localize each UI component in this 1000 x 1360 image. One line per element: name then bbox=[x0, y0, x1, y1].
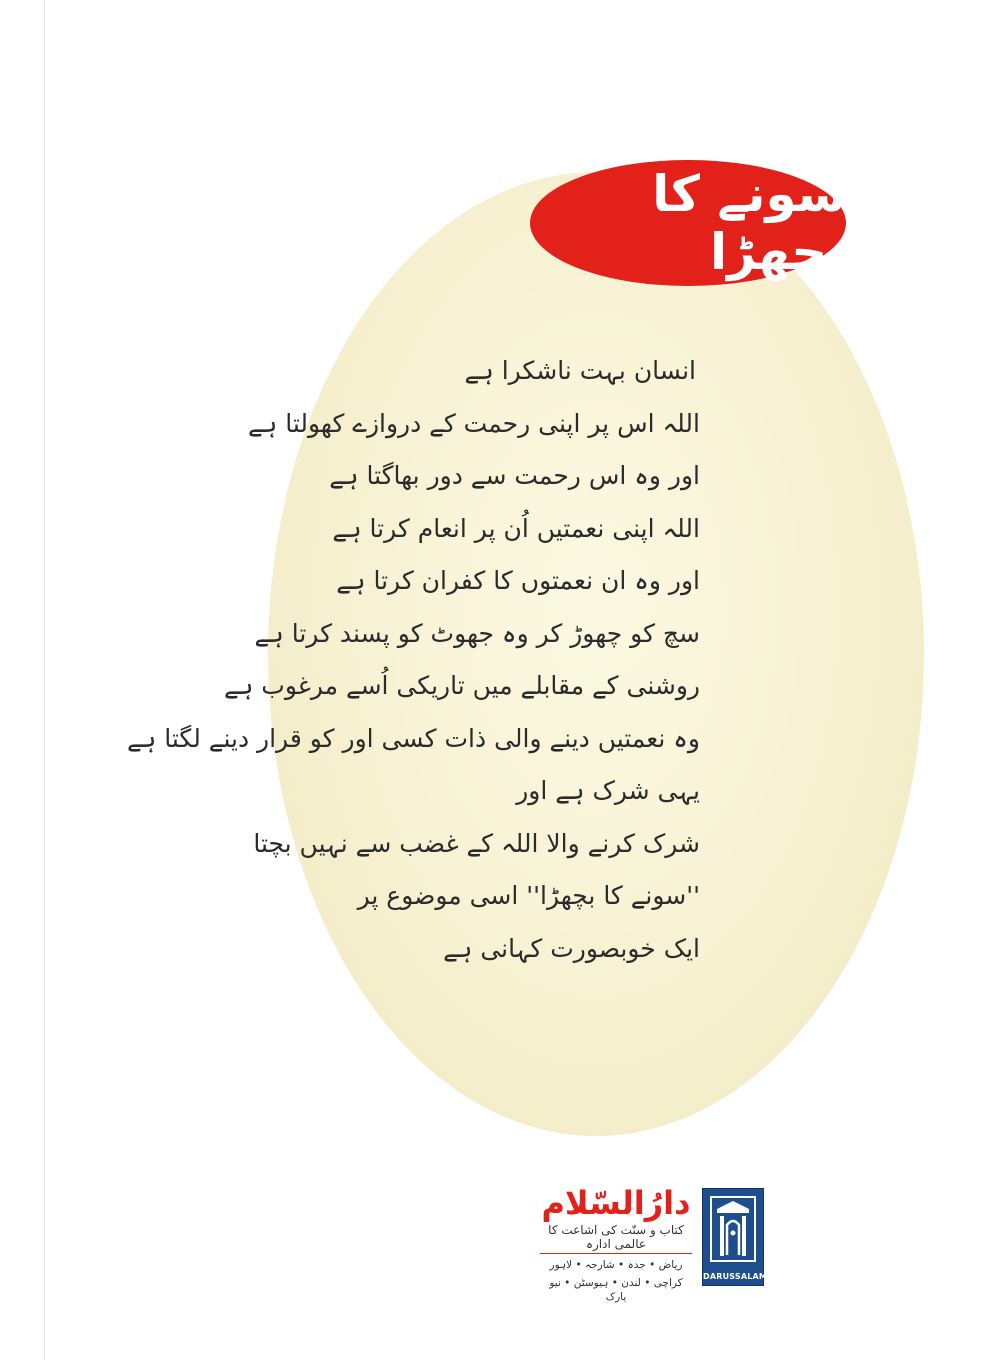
page-edge-rule bbox=[44, 0, 45, 1360]
mosque-emblem-icon bbox=[703, 1189, 763, 1269]
poem-line: یہی شرک ہے اور bbox=[516, 776, 700, 805]
poem-line: سچ کو چھوڑ کر وہ جھوٹ کو پسند کرتا ہے bbox=[254, 618, 700, 648]
poem-line: روشنی کے مقابلے میں تاریکی اُسے مرغوب ہے bbox=[224, 671, 700, 700]
title-badge bbox=[530, 160, 846, 286]
poem-line: اور وہ ان نعمتوں کا کفران کرتا ہے bbox=[336, 566, 700, 595]
poem-line: شرک کرنے والا اللہ کے غضب سے نہیں بچتا bbox=[253, 828, 700, 858]
book-title: سونے کا بچھڑا bbox=[652, 165, 846, 281]
publisher-block bbox=[540, 1185, 692, 1304]
poem-line: اللہ اس پر اپنی رحمت کے دروازے کھولتا ہے bbox=[247, 408, 700, 438]
darussalam-logo bbox=[702, 1188, 768, 1286]
publisher-cities: ریاض • جدہ • شارجہ • لاہور bbox=[549, 1259, 683, 1271]
poem-line: وہ نعمتیں دینے والی ذات کسی اور کو قرار دینے لگتا ہے bbox=[127, 723, 700, 753]
poem-line: انسان بہت ناشکرا ہے bbox=[464, 356, 696, 385]
poem-line: اور وہ اس رحمت سے دور بھاگتا ہے bbox=[329, 461, 700, 490]
poem-line: اللہ اپنی نعمتیں اُن پر انعام کرتا ہے bbox=[332, 513, 700, 543]
publisher-name: دارُالسّلام bbox=[541, 1184, 691, 1222]
logo-caption: DARUSSALAM bbox=[703, 1272, 768, 1281]
publisher-tagline: کتاب و سنّت کی اشاعت کا عالمی ادارہ bbox=[540, 1223, 692, 1254]
publisher-cities: کراچی • لندن • ہیوسٹن • نیو یارک bbox=[549, 1277, 683, 1303]
poem-line: ایک خوبصورت کہانی ہے bbox=[443, 933, 700, 963]
blurb-poem bbox=[127, 345, 700, 975]
poem-line: ''سونے کا بچھڑا'' اسی موضوع پر bbox=[357, 881, 700, 910]
